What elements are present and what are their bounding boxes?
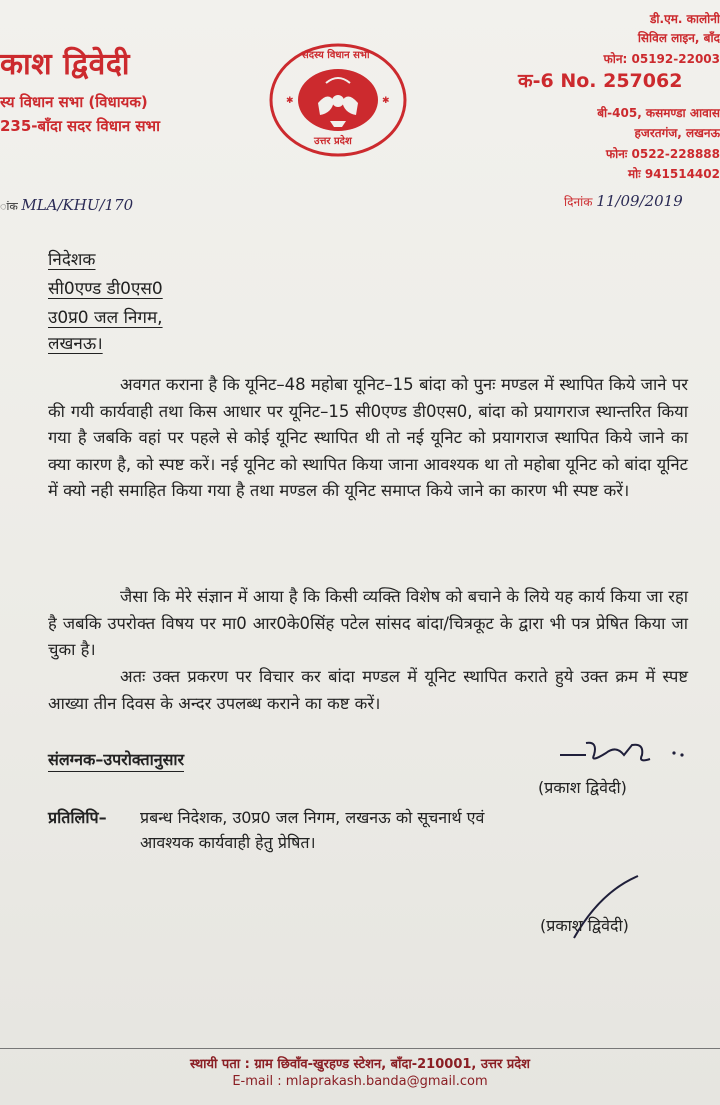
copy-line: आवश्यक कार्यवाही हेतु प्रेषित। xyxy=(140,833,316,852)
recipient-line: उ0प्र0 जल निगम, xyxy=(48,308,163,328)
body-paragraph: जैसा कि मेरे संज्ञान में आया है कि किसी व्यक्ति विशेष को बचाने के लिये यह कार्य किया जा रहा है जबकि उपरोक्त विषय पर मा0 आर0के0सिंह पटेल सांसद बांदा/चित्रकूट के द्वारा भी पत्र प्रेषित किया जा चुका है। xyxy=(48,587,688,660)
recipient-line: निदेशक xyxy=(48,250,96,270)
copy-label: प्रतिलिपि– xyxy=(48,808,107,827)
reference-value: MLA/KHU/170 xyxy=(21,196,134,214)
local-phone: फोन: 05192-22003 xyxy=(603,52,720,66)
copy-line: प्रबन्ध निदेशक, उ0प्र0 जल निगम, लखनऊ को सूचनार्थ एवं xyxy=(140,808,485,827)
letterhead-constituency: 235-बाँदा सदर विधान सभा xyxy=(0,117,160,135)
body-paragraph: अतः उक्त प्रकरण पर विचार कर बांदा मण्डल में यूनिट स्थापित कराते हुये उक्त क्रम में स्पष्ट आख्या तीन दिवस के अन्दर उपलब्ध कराने का कष्ट करें। xyxy=(48,667,688,713)
local-address-line: सिविल लाइन, बाँद xyxy=(637,31,720,45)
emblem-top-text: सदस्य विधान सभा xyxy=(302,50,370,61)
reference-number xyxy=(0,196,133,214)
body-paragraph: अवगत कराना है कि यूनिट–48 महोबा यूनिट–15 बांदा को पुनः मण्डल में स्थापित किये जाने पर की गयी कार्यवाही तथा किस आधार पर यूनिट–15 सी0एण्ड डी0एस0, बांदा को प्रयागराज स्थान्तरित किया गया है जबकि वहां पर पहले से कोई यूनिट स्थापित थी तो नई यूनिट को प्रयागराज स्थापित किये जाने का क्या कारण है, को स्पष्ट करें। नई यूनिट को स्थापित किया जाना आवश्यक था तो महोबा यूनिट को बांदा यूनिट में क्यो नही समाहित किया गया है तथा मण्डल की यूनिट समाप्त किये जाने का कारण भी स्पष्ट करें। xyxy=(48,375,688,501)
letter-date xyxy=(564,192,683,210)
local-address-line: डी.एम. कालोनी xyxy=(650,12,720,26)
recipient-line: लखनऊ। xyxy=(48,334,103,354)
lucknow-address-line: बी-405, कसमण्डा आवास xyxy=(597,106,720,120)
letterhead-name: काश द्विवेदी xyxy=(0,47,131,82)
permanent-address: स्थायी पता : ग्राम छिवाँव-खुरहण्ड स्टेशन, बाँदा-210001, उत्तर प्रदेश xyxy=(190,1057,530,1072)
footer-email: E-mail : mlaprakash.banda@gmail.com xyxy=(232,1074,488,1089)
emblem-bottom-text: उत्तर प्रदेश xyxy=(314,136,352,147)
date-label: दिनांक xyxy=(564,195,593,209)
enclosure-note: संलग्नक–उपरोक्तानुसार xyxy=(48,748,184,772)
svg-text:✱: ✱ xyxy=(382,96,390,106)
serial-number: क-6 No. 257062 xyxy=(518,70,683,92)
letterhead-designation: स्य विधान सभा (विधायक) xyxy=(0,93,148,111)
lucknow-phone: फोनः 0522-228888 xyxy=(605,147,720,161)
lucknow-address-line: हजरतगंज, लखनऊ xyxy=(634,126,720,140)
date-value: 11/09/2019 xyxy=(596,192,683,210)
svg-text:✱: ✱ xyxy=(286,96,294,106)
reference-label: ांक xyxy=(0,200,18,213)
footer-divider xyxy=(0,1048,720,1049)
recipient-line: सी0एण्ड डी0एस0 xyxy=(48,279,163,299)
signatory-name-second: (प्रकाश द्विवेदी) xyxy=(540,916,629,935)
handwritten-signature-icon xyxy=(546,733,696,773)
lucknow-mobile: मोः 941514402 xyxy=(627,167,720,181)
signatory-name: (प्रकाश द्विवेदी) xyxy=(538,778,627,797)
